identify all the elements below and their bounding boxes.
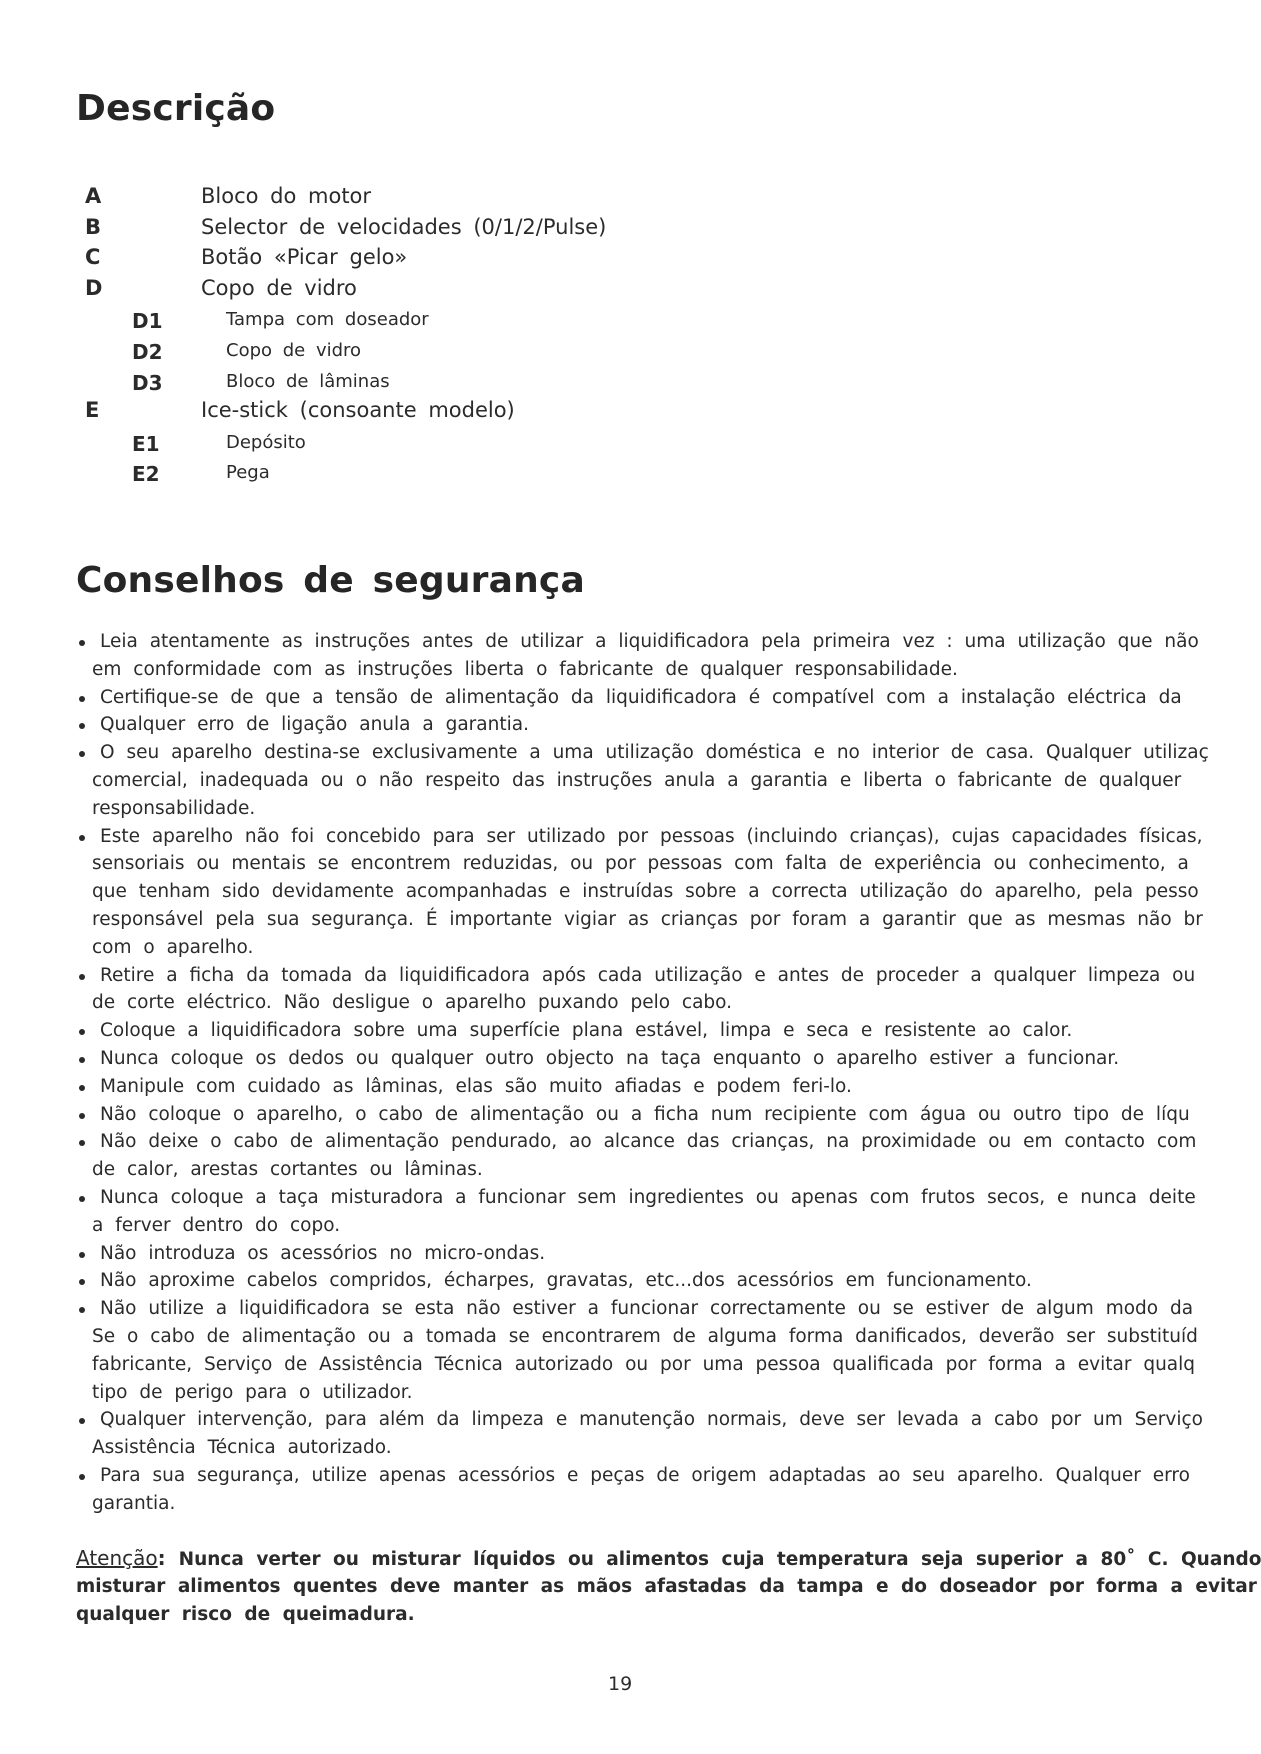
part-label: Botão «Picar gelo» — [201, 245, 408, 270]
bullet-text: responsável pela sua segurança. É importante vigiar as crianças por foram a garantir que as mesmas não br — [92, 908, 1203, 930]
bullet-text: de calor, arestas cortantes ou lâminas. — [92, 1159, 483, 1181]
bullet-text: em conformidade com as instruções liberta o fabricante de qualquer responsabilidade. — [92, 658, 958, 680]
bullet-text: fabricante, Serviço de Assistência Técnica autorizado ou por uma pessoa qualificada por forma a evitar qualq — [92, 1353, 1196, 1375]
warning-label: Atenção — [76, 1546, 158, 1570]
bullet-line — [0, 1351, 1196, 1379]
bullet-line — [0, 1379, 1090, 1407]
warning-text: qualquer risco de queimadura. — [76, 1603, 415, 1625]
part-item — [0, 306, 800, 337]
bullet-icon — [79, 1113, 85, 1119]
page-number: 19 — [608, 1673, 633, 1695]
bullet-line — [0, 1295, 1194, 1323]
bullet-line — [0, 1017, 1090, 1045]
bullet-text: Qualquer intervenção, para além da limpeza e manutenção normais, deve ser levada a cabo por um Serviço — [100, 1409, 1203, 1431]
warning-line: Atenção: Nunca verter ou misturar líquidos ou alimentos cuja temperatura seja superior a 80˚ C. Quando — [76, 1546, 1261, 1570]
bullet-text: Manipule com cuidado as lâminas, elas são muito afiadas e podem feri-lo. — [100, 1075, 852, 1097]
part-key: D2 — [132, 339, 163, 364]
bullet-icon — [79, 1196, 85, 1202]
bullet-icon — [79, 1418, 85, 1424]
bullet-line — [0, 823, 1203, 851]
bullet-text: com o aparelho. — [92, 936, 254, 958]
bullet-line — [0, 878, 1199, 906]
bullet-text: responsabilidade. — [92, 797, 256, 819]
bullet-line — [0, 656, 1090, 684]
part-key: B — [85, 214, 102, 239]
bullet-text: Não aproxime cabelos compridos, écharpes, gravatas, etc...dos acessórios em funcionamento. — [100, 1270, 1032, 1292]
bullet-line — [0, 1128, 1197, 1156]
bullet-text: Não deixe o cabo de alimentação pendurado, ao alcance das crianças, na proximidade ou em contacto com — [100, 1131, 1197, 1153]
bullet-line — [0, 684, 1182, 712]
bullet-line — [0, 1267, 1090, 1295]
parts-list — [0, 184, 800, 490]
part-label: Depósito — [226, 431, 306, 453]
bullet-icon — [79, 696, 85, 702]
part-key: C — [85, 245, 101, 270]
part-key: E2 — [132, 462, 160, 487]
part-item — [0, 398, 800, 429]
bullet-text: Coloque a liquidificadora sobre uma superfície plana estável, limpa e seca e resistente ao calor. — [100, 1020, 1073, 1042]
warning-note — [0, 1545, 1261, 1628]
bullet-line — [0, 711, 1090, 739]
bullet-icon — [79, 640, 85, 646]
bullet-text: Se o cabo de alimentação ou a tomada se encontrarem de alguma forma danificados, deverão ser substituíd — [92, 1325, 1198, 1347]
bullet-line — [0, 1240, 1090, 1268]
bullet-icon — [79, 1029, 85, 1035]
bullet-line — [0, 767, 1182, 795]
bullet-icon — [79, 723, 85, 729]
warning-line — [0, 1601, 1090, 1629]
bullet-line — [0, 1045, 1120, 1073]
part-item — [0, 337, 800, 368]
bullet-text: Não coloque o aparelho, o cabo de alimentação ou a ficha num recipiente com água ou outro tipo de líqu — [100, 1103, 1190, 1125]
bullet-line — [0, 989, 1090, 1017]
bullet-line — [0, 934, 1090, 962]
bullet-text: que tenham sido devidamente acompanhadas e instruídas sobre a correcta utilização do aparelho, pela pesso — [92, 881, 1199, 903]
part-item — [0, 429, 800, 460]
part-label: Bloco de lâminas — [226, 370, 390, 392]
part-label: Selector de velocidades (0/1/2/Pulse) — [201, 214, 607, 239]
part-label: Copo de vidro — [201, 275, 357, 300]
part-item — [0, 184, 800, 215]
bullet-text: Qualquer erro de ligação anula a garantia. — [100, 714, 529, 736]
bullet-line — [0, 1434, 1090, 1462]
part-key: D3 — [132, 370, 163, 395]
bullet-icon — [79, 1057, 85, 1063]
bullet-text: a ferver dentro do copo. — [92, 1214, 341, 1236]
bullet-icon — [79, 974, 85, 980]
part-label: Ice-stick (consoante modelo) — [201, 398, 515, 423]
bullet-text: Retire a ficha da tomada da liquidificadora após cada utilização e antes de proceder a qualquer limpeza ou — [100, 964, 1196, 986]
part-label: Bloco do motor — [201, 184, 372, 208]
part-key: E1 — [132, 431, 160, 456]
bullet-icon — [79, 1085, 85, 1091]
bullet-text: Certifique-se de que a tensão de alimentação da liquidificadora é compatível com a instalação eléctrica da — [100, 686, 1182, 708]
part-item — [0, 368, 800, 399]
bullet-line — [0, 1156, 1090, 1184]
bullet-text: Assistência Técnica autorizado. — [92, 1437, 392, 1459]
warning-text: misturar alimentos quentes deve manter as mãos afastadas da tampa e do doseador por forma a evitar — [76, 1575, 1257, 1597]
part-key: A — [85, 184, 102, 208]
safety-bullet-list — [0, 628, 1209, 1518]
bullet-text: garantia. — [92, 1492, 176, 1514]
bullet-text: Não utilize a liquidificadora se esta não estiver a funcionar correctamente ou se estiver de algum modo da — [100, 1298, 1194, 1320]
bullet-line — [0, 739, 1209, 767]
section-title-safety: Conselhos de segurança — [76, 560, 585, 601]
part-label: Pega — [226, 462, 270, 484]
part-item — [0, 215, 800, 246]
bullet-line — [0, 1323, 1198, 1351]
bullet-line — [0, 1406, 1203, 1434]
bullet-line — [0, 1490, 1090, 1518]
bullet-text: Para sua segurança, utilize apenas acessórios e peças de origem adaptadas ao seu aparelho. Qualquer erro — [100, 1464, 1190, 1486]
bullet-text: Este aparelho não foi concebido para ser utilizado por pessoas (incluindo crianças), cujas capacidades físicas, — [100, 825, 1203, 847]
bullet-icon — [79, 1252, 85, 1258]
part-key: E — [85, 398, 100, 423]
bullet-text: Não introduza os acessórios no micro-ondas. — [100, 1242, 546, 1264]
section-title-description: Descrição — [76, 88, 276, 129]
bullet-text: Nunca coloque os dedos ou qualquer outro objecto na taça enquanto o aparelho estiver a funcionar. — [100, 1047, 1120, 1069]
bullet-line — [0, 628, 1199, 656]
part-key: D — [85, 275, 103, 300]
part-item — [0, 245, 800, 276]
part-label: Tampa com doseador — [226, 309, 429, 331]
bullet-line — [0, 962, 1196, 990]
bullet-icon — [79, 1279, 85, 1285]
bullet-line — [0, 906, 1203, 934]
bullet-line — [0, 1462, 1190, 1490]
bullet-line — [0, 850, 1189, 878]
part-key: D1 — [132, 309, 163, 334]
bullet-icon — [79, 1307, 85, 1313]
bullet-icon — [79, 835, 85, 841]
warning-line — [0, 1573, 1257, 1601]
bullet-line — [0, 1073, 1090, 1101]
part-item — [0, 459, 800, 490]
bullet-icon — [79, 1140, 85, 1146]
bullet-line — [0, 1101, 1190, 1129]
bullet-line — [0, 795, 1090, 823]
bullet-text: Leia atentamente as instruções antes de utilizar a liquidificadora pela primeira vez : uma utilização que não — [100, 631, 1199, 652]
bullet-icon — [79, 1474, 85, 1480]
bullet-text: tipo de perigo para o utilizador. — [92, 1381, 413, 1403]
bullet-text: Nunca coloque a taça misturadora a funcionar sem ingredientes ou apenas com frutos secos, e nunca deite — [100, 1186, 1196, 1208]
warning-text: Nunca verter ou misturar líquidos ou alimentos cuja temperatura seja superior a 80˚ C. Quando — [178, 1549, 1261, 1570]
part-item — [0, 276, 800, 307]
bullet-line — [0, 1184, 1196, 1212]
bullet-line — [0, 1212, 1090, 1240]
bullet-icon — [79, 751, 85, 757]
bullet-text: comercial, inadequada ou o não respeito das instruções anula a garantia e liberta o fabricante de qualquer — [92, 769, 1182, 791]
part-label: Copo de vidro — [226, 339, 362, 361]
bullet-text: sensoriais ou mentais se encontrem reduzidas, ou por pessoas com falta de experiência ou conhecimento, a — [92, 853, 1189, 875]
bullet-text: O seu aparelho destina-se exclusivamente a uma utilização doméstica e no interior de casa. Qualquer utilizaç — [100, 742, 1209, 764]
bullet-text: de corte eléctrico. Não desligue o aparelho puxando pelo cabo. — [92, 992, 733, 1014]
